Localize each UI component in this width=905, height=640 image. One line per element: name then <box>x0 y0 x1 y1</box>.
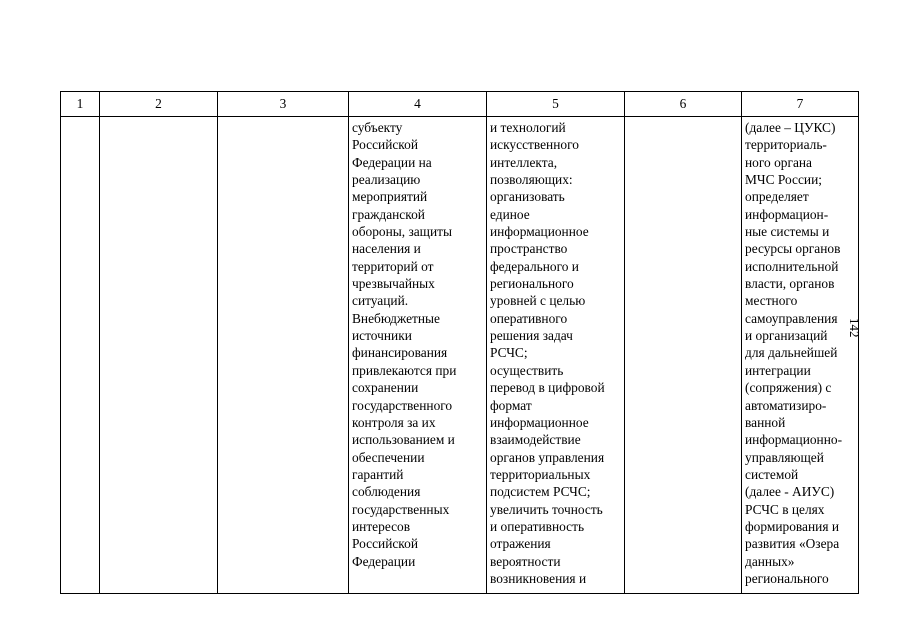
cell-text-line: РСЧС в целях <box>745 501 825 517</box>
cell-text-line: отражения <box>490 536 551 552</box>
cell-text-line: Федерации <box>352 553 416 569</box>
cell-text-line: контроля за их <box>352 414 436 430</box>
cell-text-line: оперативного <box>490 310 568 326</box>
cell-text-line: МЧС России; <box>745 172 822 188</box>
cell-text-line: самоуправления <box>745 310 838 326</box>
cell-text-line: населения и <box>352 241 421 257</box>
cell-text-line: гарантий <box>352 466 404 482</box>
cell-text-line: власти, органов <box>745 276 835 292</box>
cell-text-line: регионального <box>490 276 574 292</box>
cell-text-line: реализацию <box>352 172 421 188</box>
cell-text-line: (сопряжения) с <box>745 380 832 396</box>
page-number: 142 <box>847 318 862 338</box>
cell-text-line: государственного <box>352 397 453 413</box>
cell-text-line: источники <box>352 328 412 344</box>
cell-text-line: позволяющих: <box>490 172 573 188</box>
cell-text-line: возникновения и <box>490 570 587 586</box>
cell-text-line: Российской <box>352 137 418 153</box>
cell-text-line: информационно- <box>745 432 843 448</box>
cell-text-line: привлекаются при <box>352 362 457 378</box>
cell-text-line: информационное <box>490 414 589 430</box>
cell-text-line: информацион- <box>745 206 829 222</box>
cell-text-line: использованием и <box>352 432 455 448</box>
cell-text-line: интеграции <box>745 362 811 378</box>
cell-text-line: организовать <box>490 189 565 205</box>
cell-text-line: осуществить <box>490 362 564 378</box>
cell-text-line: обеспечении <box>352 449 425 465</box>
cell-text-line: автоматизиро- <box>745 397 827 413</box>
cell-text-line: подсистем РСЧС; <box>490 484 591 500</box>
cell-text-line: решения задач <box>490 328 573 344</box>
cell-text-line: формирования и <box>745 518 839 534</box>
cell-col1 <box>61 117 100 594</box>
document-table <box>60 91 859 594</box>
cell-text-line: РСЧС; <box>490 345 528 361</box>
cell-text-line: интеллекта, <box>490 154 558 170</box>
cell-text-line: увеличить точность <box>490 501 603 517</box>
cell-text-line: местного <box>745 293 798 309</box>
cell-text-line: федерального и <box>490 258 579 274</box>
header-cell-5: 5 <box>487 92 625 117</box>
cell-text-line: взаимодействие <box>490 432 581 448</box>
cell-text-line: единое <box>490 206 530 222</box>
cell-text-line: государственных <box>352 501 450 517</box>
cell-text-line: ситуаций. <box>352 293 409 309</box>
cell-col3 <box>218 117 349 594</box>
cell-text-line: перевод в цифровой <box>490 380 605 396</box>
cell-text-line: ные системы и <box>745 224 830 240</box>
header-cell-3: 3 <box>218 92 349 117</box>
table-row <box>61 117 859 594</box>
cell-text-line: для дальнейшей <box>745 345 838 361</box>
header-cell-4: 4 <box>349 92 487 117</box>
cell-col5 <box>487 117 625 594</box>
header-cell-1: 1 <box>61 92 100 117</box>
header-cell-6: 6 <box>625 92 742 117</box>
cell-text-line: субъекту <box>352 120 403 135</box>
cell-text-line: соблюдения <box>352 484 421 500</box>
cell-text-line: и технологий <box>490 120 566 135</box>
cell-text-line: системой <box>745 466 799 482</box>
cell-text-line: территориаль- <box>745 137 827 153</box>
cell-text-line: Внебюджетные <box>352 310 440 326</box>
cell-text-line: уровней с целью <box>490 293 586 309</box>
cell-text-line: и оперативность <box>490 518 585 534</box>
cell-text-line: данных» <box>745 553 795 569</box>
cell-text-line: чрезвычайных <box>352 276 435 292</box>
header-cell-7: 7 <box>742 92 859 117</box>
cell-text-line: определяет <box>745 189 809 205</box>
cell-text-line: мероприятий <box>352 189 428 205</box>
cell-text-line: обороны, защиты <box>352 224 453 240</box>
cell-col4 <box>349 117 487 594</box>
cell-text-line: развития «Озера <box>745 536 840 552</box>
cell-text-line: управляющей <box>745 449 824 465</box>
cell-text-line: ванной <box>745 414 786 430</box>
cell-text-line: ресурсы органов <box>745 241 841 257</box>
cell-text-line: территорий от <box>352 258 434 274</box>
cell-text-line: гражданской <box>352 206 425 222</box>
cell-text-line: искусственного <box>490 137 579 153</box>
cell-text-line: Федерации на <box>352 154 432 170</box>
cell-text-line: сохранении <box>352 380 419 396</box>
cell-text-line: вероятности <box>490 553 561 569</box>
cell-col7 <box>742 117 859 594</box>
cell-text-line: (далее – ЦУКС) <box>745 120 836 135</box>
header-cell-2: 2 <box>100 92 218 117</box>
cell-text-line: финансирования <box>352 345 448 361</box>
cell-text-line: информационное <box>490 224 589 240</box>
cell-col6 <box>625 117 742 594</box>
cell-text-line: интересов <box>352 518 411 534</box>
cell-text-line: формат <box>490 397 532 413</box>
cell-text-line: ного органа <box>745 154 812 170</box>
cell-text-line: исполнительной <box>745 258 839 274</box>
cell-text-line: регионального <box>745 570 829 586</box>
header-row <box>61 92 859 117</box>
cell-text-line: и организаций <box>745 328 828 344</box>
cell-text-line: Российской <box>352 536 418 552</box>
cell-col2 <box>100 117 218 594</box>
cell-text-line: (далее - АИУС) <box>745 484 835 500</box>
cell-text-line: территориальных <box>490 466 591 482</box>
cell-text-line: пространство <box>490 241 568 257</box>
cell-text-line: органов управления <box>490 449 605 465</box>
